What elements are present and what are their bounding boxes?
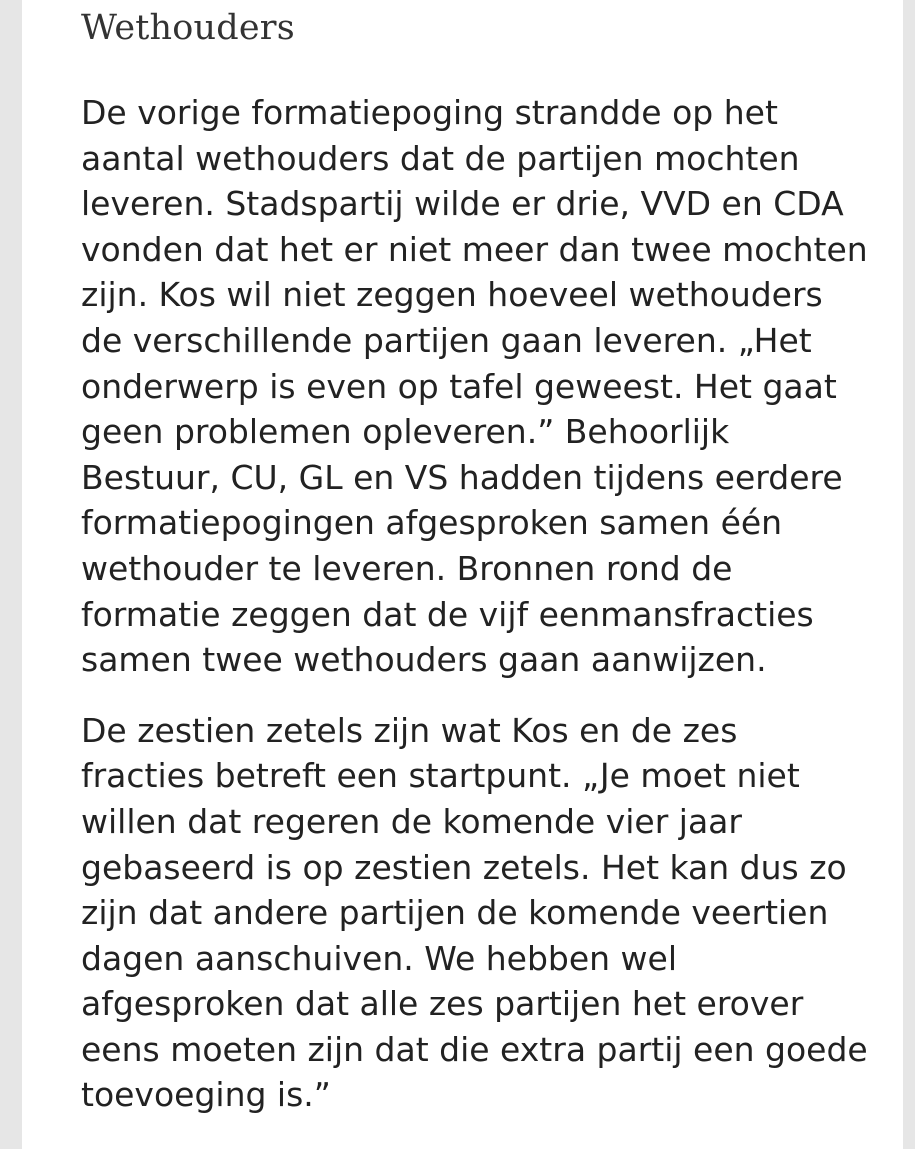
- article-paragraph: De vorige formatiepoging strandde op het aantal wethouders dat de partijen mochten leveren. Stadspartij wilde er drie, VVD en CDA vonden dat het er niet meer dan twee mochten zijn. Kos wil niet zeggen hoeveel wethouders de verschillende partijen gaan leveren. „Het onderwerp is even op tafel geweest. Het gaat geen problemen opleveren.” Behoorlijk Bestuur, CU, GL en VS hadden tijdens eerdere formatiepogingen afgesproken samen één wethouder te leveren. Bronnen rond de formatie zeggen dat de vijf eenmansfracties samen twee wethouders gaan aanwijzen.: [81, 93, 868, 680]
- article-paragraph: De zestien zetels zijn wat Kos en de zes fracties betreft een startpunt. „Je moet niet willen dat regeren de komende vier jaar gebaseerd is op zestien zetels. Het kan dus zo zijn dat andere partijen de komende veertien dagen aanschuiven. We hebben wel afgesproken dat alle zes partijen het erover eens moeten zijn dat die extra partij een goede toevoeging is.”: [81, 710, 868, 1115]
- section-heading: Wethouders: [81, 8, 295, 48]
- article-card: [22, 0, 903, 1149]
- article-content: [81, 0, 881, 1118]
